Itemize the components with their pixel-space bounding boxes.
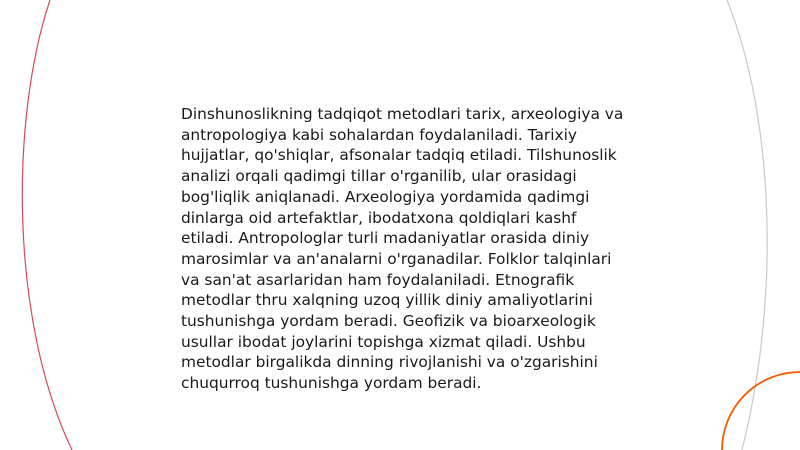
left-arc-decoration bbox=[22, 0, 72, 450]
body-paragraph: Dinshunoslikning tadqiqot metodlari tarix, arxeologiya va antropologiya kabi sohalardan foydalaniladi. Tarixiy hujjatlar, qo'shiqlar, afsonalar tadqiq etiladi. Tilshunoslik analizi orqali qadimgi tillar o'rganilib, ular orasidagi bog'liqlik aniqlanadi. Arxeologiya yordamida qadimgi dinlarga oid artefaktlar, ibodatxona qoldiqlari kashf etiladi. Antropologlar turli madaniyatlar orasida diniy marosimlar va an'analarni o'rganadilar. Folklor talqinlari va san'at asarlaridan ham foydalaniladi. Etnografik metodlar thru xalqning uzoq yillik diniy amaliyotlarini tushunishga yordam beradi. Geofizik va bioarxeologik usullar ibodat joylarini topishga xizmat qiladi. Ushbu metodlar birgalikda dinning rivojlanishi va o'zgarishini chuqurroq tushunishga yordam beradi. bbox=[181, 105, 624, 393]
accent-circle-decoration bbox=[722, 372, 800, 450]
